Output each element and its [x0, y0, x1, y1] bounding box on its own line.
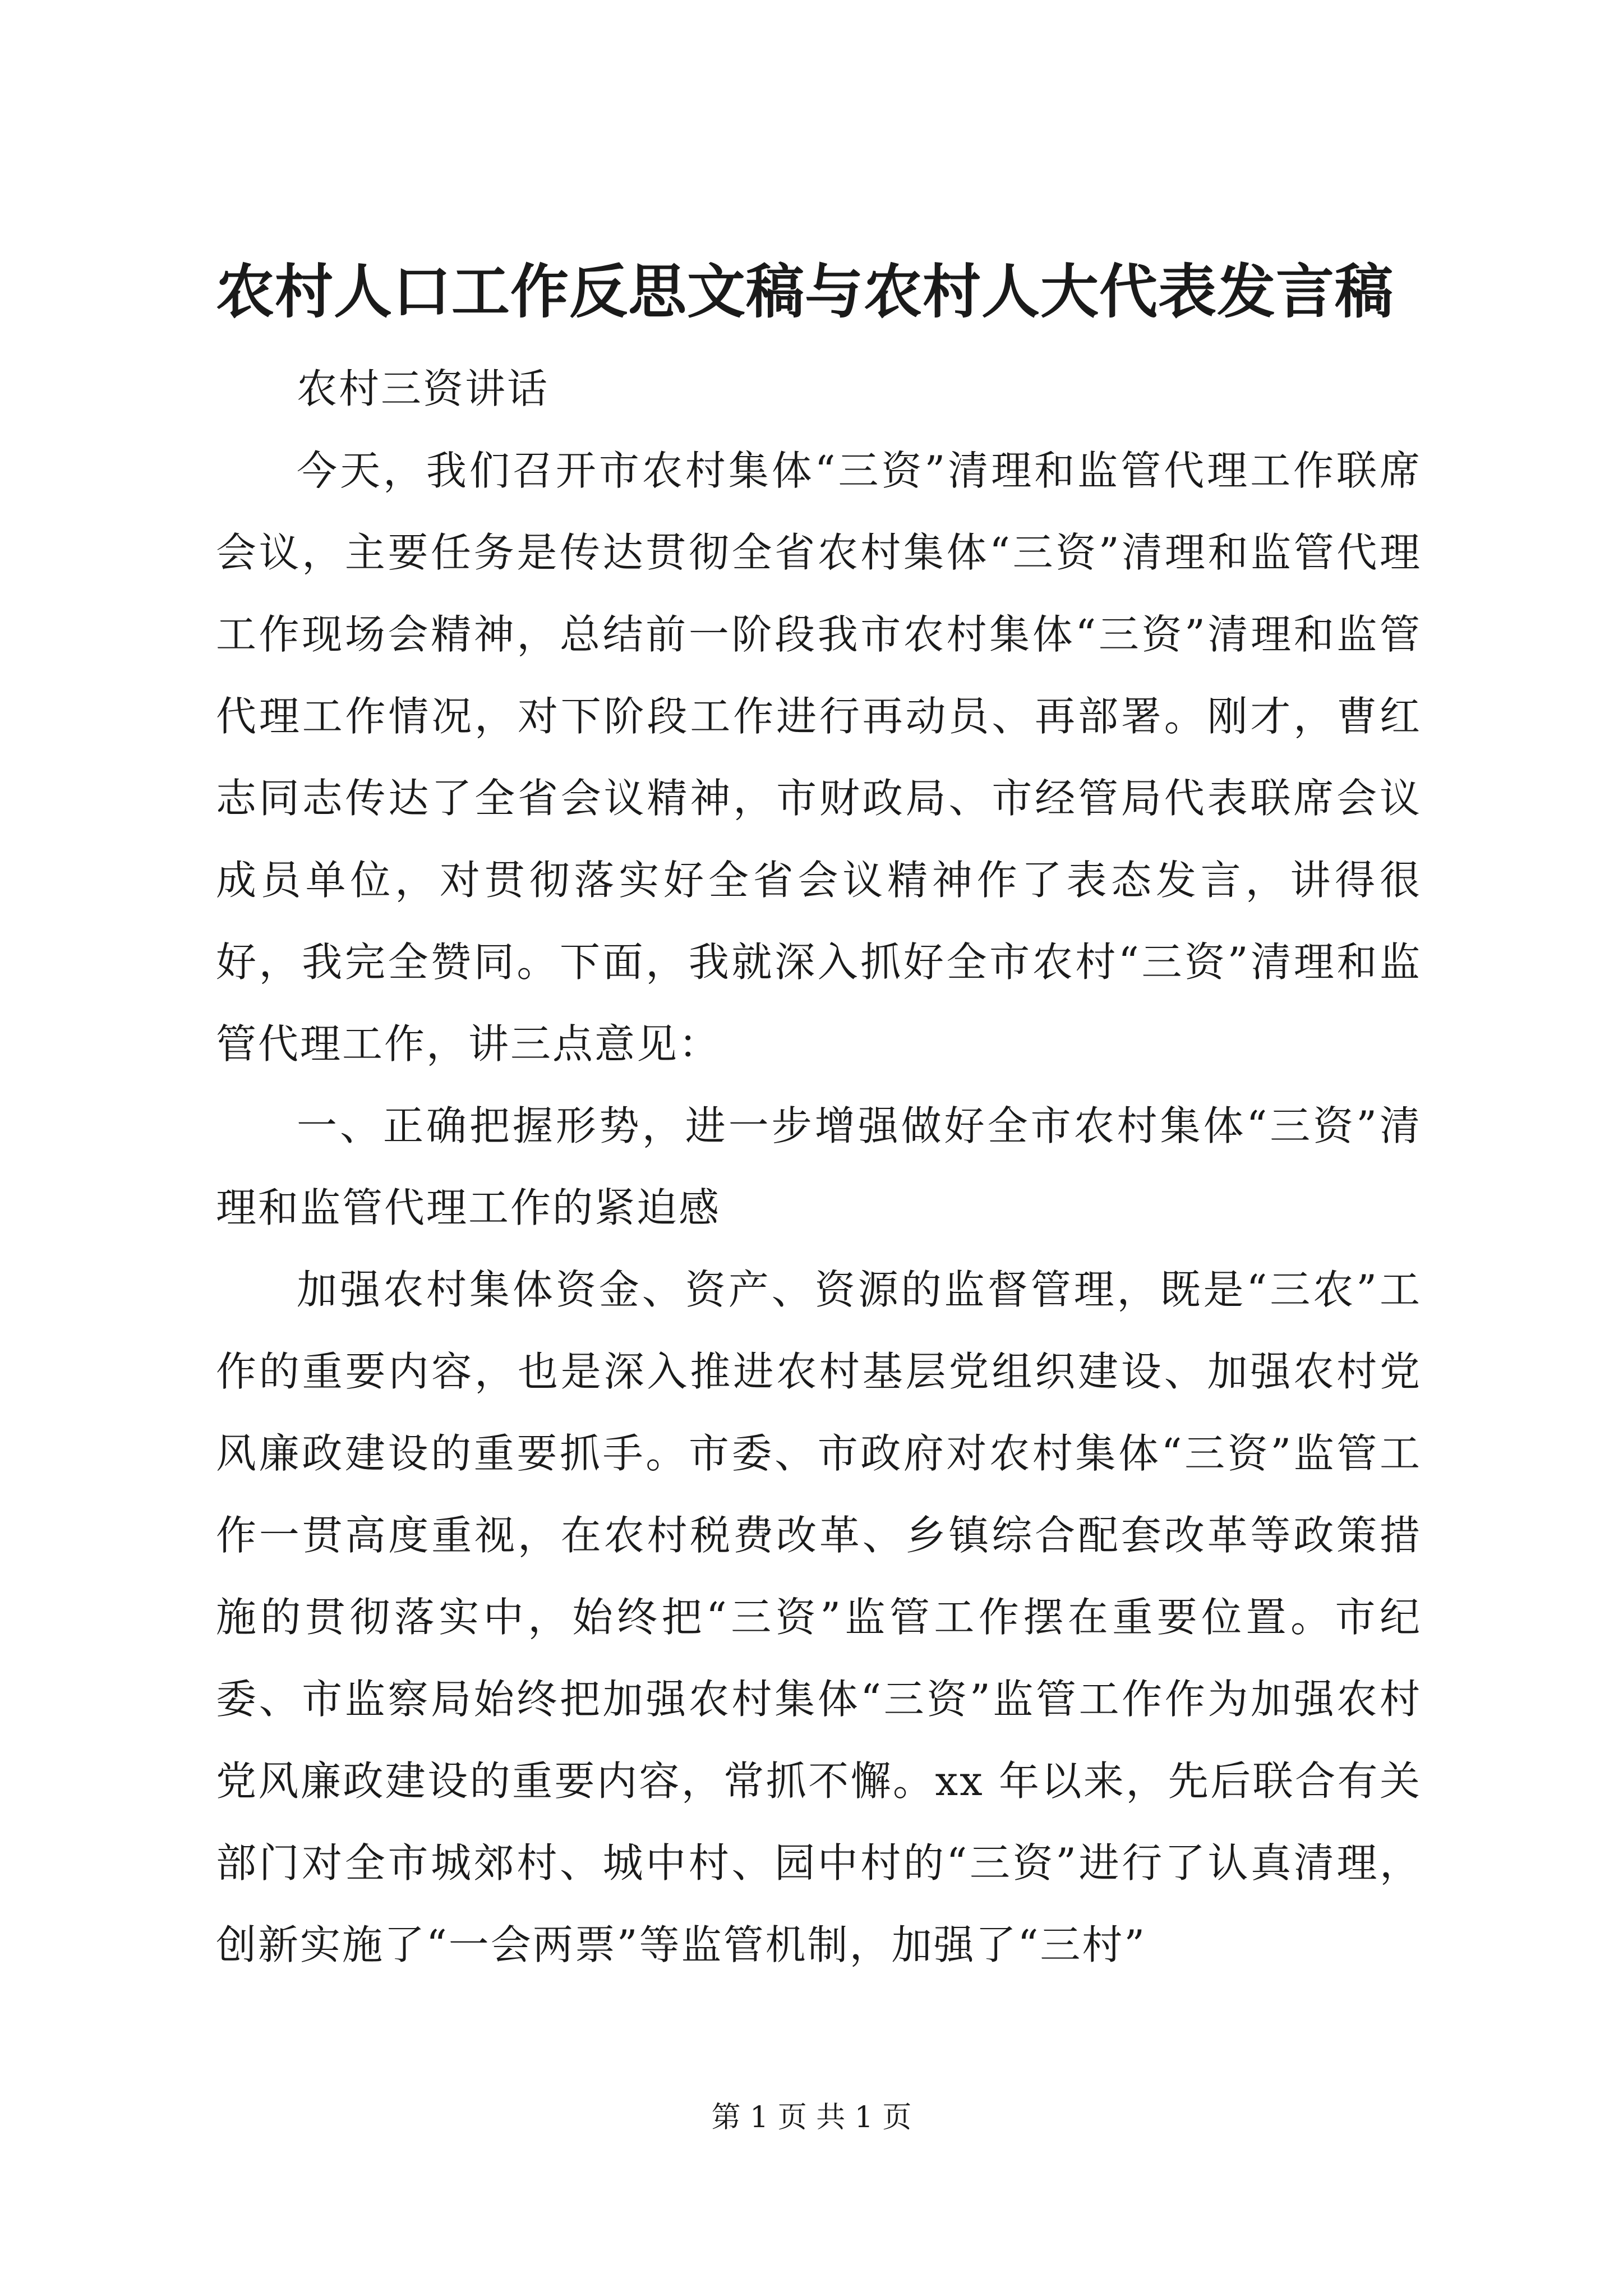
document-body: [216, 348, 1422, 1986]
paragraph-section-heading: 一、正确把握形势，进一步增强做好全市农村集体“三资”清理和监管代理工作的紧迫感: [216, 1102, 1422, 1231]
paragraph-body: 加强农村集体资金、资产、资源的监督管理，既是“三农”工作的重要内容，也是深入推进农村基层党组织建设、加强农村党风廉政建设的重要抓手。市委、市政府对农村集体“三资”监管工作一贯高度重视，在农村税费改革、乡镇综合配套改革等政策措施的贯彻落实中，始终把“三资”监管工作摆在重要位置。市纪委、市监察局始终把加强农村集体“三资”监管工作作为加强农村党风廉政建设的重要内容，常抓不懈。xx 年以来，先后联合有关部门对全市城郊村、城中村、园中村的“三资”进行了认真清理，创新实施了“一会两票”等监管机制，加强了“三村”: [216, 1266, 1422, 1968]
document-title: 农村人口工作反思文稿与农村人大代表发言稿: [216, 257, 1394, 326]
paragraph-opening: 今天，我们召开市农村集体“三资”清理和监管代理工作联席会议，主要任务是传达贯彻全省农村集体“三资”清理和监管代理工作现场会精神，总结前一阶段我市农村集体“三资”清理和监管代理工作情况，对下阶段工作进行再动员、再部署。刚才，曹红志同志传达了全省会议精神，市财政局、市经管局代表联席会议成员单位，对贯彻落实好全省会议精神作了表态发言，讲得很好，我完全赞同。下面，我就深入抓好全市农村“三资”清理和监管代理工作，讲三点意见：: [216, 447, 1422, 1068]
paragraph-subtitle: 农村三资讲话: [297, 365, 550, 412]
page-footer: 第 1 页 共 1 页: [711, 2101, 912, 2134]
